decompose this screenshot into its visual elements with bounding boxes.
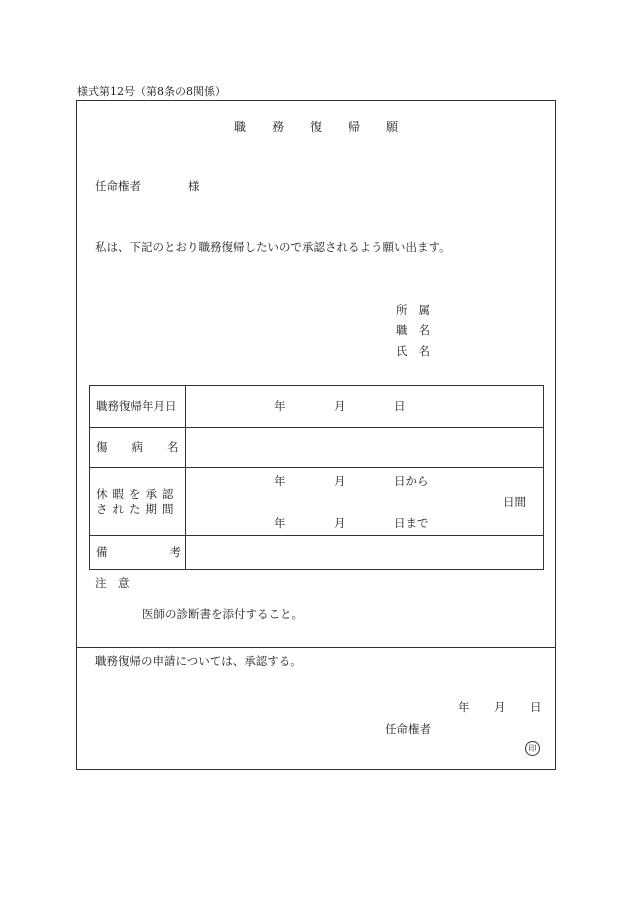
title-char: 復	[309, 120, 322, 134]
leave-period-label-line2: さ れ た 期 間	[96, 502, 174, 516]
leave-from-month: 月	[334, 474, 346, 488]
leave-from-year: 年	[274, 474, 286, 488]
name-label: 氏 名	[396, 344, 430, 358]
return-date-month: 月	[334, 399, 346, 413]
approval-statement: 職務復帰の申請については、承認する。	[95, 654, 302, 668]
form-title	[77, 121, 555, 133]
return-date-year: 年	[274, 399, 286, 413]
leave-from-day: 日から	[394, 474, 429, 488]
title-char: 願	[386, 120, 399, 134]
leave-to-month: 月	[334, 516, 346, 530]
addressee-label: 任命権者	[95, 179, 141, 193]
illness-label: 傷 病 名	[96, 440, 179, 454]
request-statement: 私は、下記のとおり職務復帰したいので承認されるよう願い出ます。	[95, 240, 451, 254]
notes-text: 医師の診断書を添付すること。	[142, 607, 303, 621]
form-frame	[76, 100, 556, 770]
leave-to-day: 日まで	[394, 516, 429, 530]
position-label: 職 名	[396, 323, 430, 337]
table-row-divider	[90, 427, 543, 428]
form-id: 様式第12号（第8条の8関係）	[77, 85, 226, 98]
table-row-divider	[90, 535, 543, 536]
approving-authority-label: 任命権者	[385, 722, 431, 736]
approval-year: 年	[458, 700, 470, 714]
title-char: 帰	[348, 120, 361, 134]
title-char: 務	[271, 120, 284, 134]
addressee-honorific: 様	[188, 179, 200, 193]
return-date-label: 職務復帰年月日	[96, 399, 177, 413]
leave-days: 日間	[503, 495, 526, 509]
seal-mark: 印	[525, 741, 540, 756]
table-row-divider	[90, 467, 543, 468]
leave-period-label-line1: 休 暇 を 承 認	[96, 487, 174, 501]
table-column-divider	[185, 386, 186, 569]
return-date-day: 日	[394, 399, 406, 413]
leave-to-year: 年	[274, 516, 286, 530]
notes-heading: 注 意	[95, 576, 130, 590]
details-table	[89, 385, 544, 570]
section-divider	[77, 647, 555, 648]
title-char: 職	[233, 120, 246, 134]
affiliation-label: 所 属	[396, 303, 430, 317]
approval-month: 月	[494, 700, 506, 714]
approval-day: 日	[530, 700, 542, 714]
remarks-label: 備 考	[96, 545, 181, 559]
